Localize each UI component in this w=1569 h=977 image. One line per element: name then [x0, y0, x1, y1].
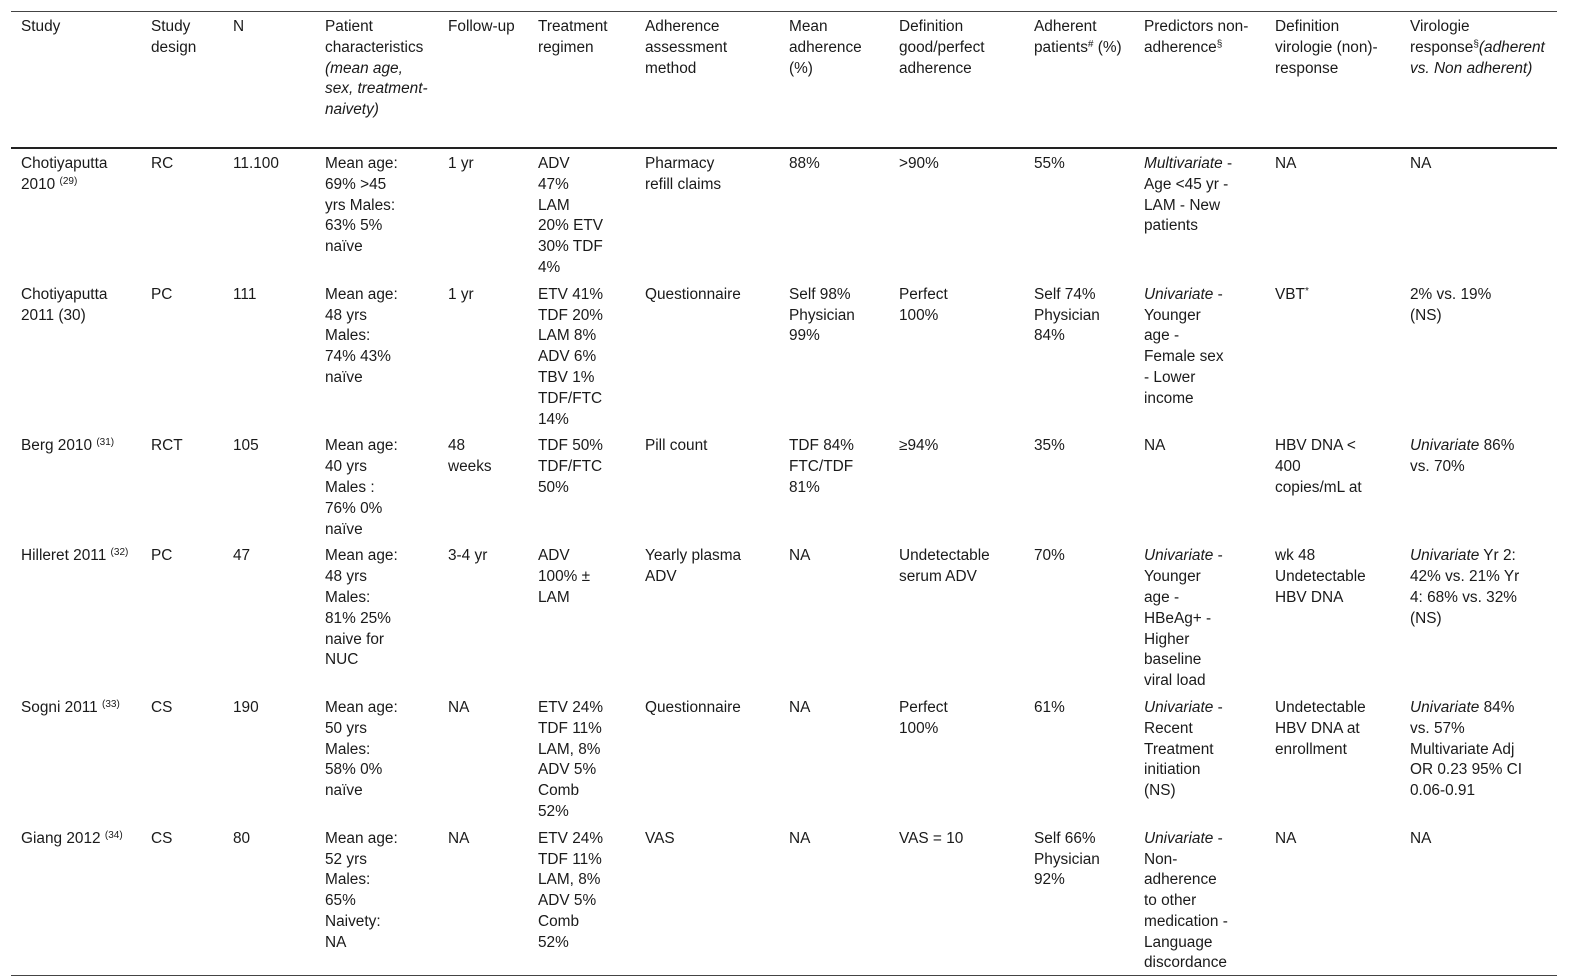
cell-study	[11, 280, 141, 432]
cell-adherent: 35%	[1034, 437, 1065, 455]
col-header-definition: Definition good/perfect adherence	[899, 18, 985, 77]
viro-response-text: 2% vs. 19% (NS)	[1410, 285, 1492, 324]
col-header-viro-response-main: Virologie response	[1410, 18, 1474, 56]
viro-response-analysis-label: Univariate	[1410, 437, 1480, 455]
table-row	[11, 148, 1557, 280]
col-header-regimen: Treatment regimen	[538, 18, 608, 56]
table-row	[11, 431, 1557, 541]
cell-regimen: ETV 41% TDF 20% LAM 8% ADV 6% TBV 1% TDF/FTC 14%	[538, 285, 604, 428]
cell-n: 11.100	[233, 155, 279, 172]
cell-assessment: Yearly plasma ADV	[645, 547, 742, 586]
viro-definition-text: HBV DNA < 400 copies/mL at	[1275, 437, 1362, 496]
cell-viro-definition	[1265, 541, 1400, 693]
cell-viro-definition	[1265, 280, 1400, 432]
study-ref: (32)	[110, 547, 129, 559]
study-ref: (34)	[104, 829, 123, 841]
table-row	[11, 693, 1557, 824]
col-header-assessment: Adherence assessment method	[645, 18, 728, 77]
study-name: Chotiyaputta 2010	[21, 155, 108, 193]
cell-regimen: TDF 50% TDF/FTC 50%	[538, 437, 603, 496]
cell-assessment: Pill count	[645, 437, 708, 455]
cell-definition: Perfect 100%	[899, 285, 948, 324]
col-header-patient-main: Patient characteristics	[325, 18, 424, 56]
predictors-text: - Age <45 yr - LAM - New patients	[1144, 155, 1233, 235]
cell-n: 80	[233, 829, 251, 847]
col-header-viro-response-italic: (adherent vs. Non adherent)	[1410, 38, 1545, 77]
study-name: Hilleret 2011	[21, 547, 107, 565]
study-name: Berg 2010	[21, 437, 93, 455]
predictors-analysis-label: Multivariate	[1144, 155, 1223, 172]
table-row	[11, 280, 1557, 432]
cell-viro-definition	[1265, 693, 1400, 824]
viro-definition-text: wk 48 Undetectable HBV DNA	[1275, 547, 1366, 606]
cell-viro-definition	[1265, 431, 1400, 541]
cell-viro-response	[1400, 824, 1557, 976]
cell-predictors	[1134, 431, 1265, 541]
cell-study	[11, 148, 141, 280]
cell-n: 190	[233, 698, 259, 716]
cell-regimen: ADV 100% ± LAM	[538, 547, 591, 606]
cell-definition: Perfect 100%	[899, 698, 948, 737]
cell-mean-adherence: TDF 84% FTC/TDF 81%	[789, 437, 854, 496]
cell-predictors	[1134, 280, 1265, 432]
study-ref: (33)	[102, 698, 120, 710]
viro-response-analysis-label: Univariate	[1410, 547, 1480, 565]
study-name: Sogni 2011	[21, 698, 98, 716]
cell-predictors	[1134, 541, 1265, 693]
study-name: Giang 2012	[21, 829, 101, 847]
cell-viro-definition	[1265, 824, 1400, 976]
cell-mean-adherence: NA	[789, 698, 811, 716]
col-header-adherent-sup: #	[1087, 38, 1094, 50]
table-row	[11, 541, 1557, 693]
predictors-analysis-label: Univariate	[1144, 829, 1214, 847]
table-row	[11, 824, 1557, 976]
cell-assessment: Questionnaire	[645, 285, 741, 303]
cell-n: 111	[233, 285, 257, 303]
cell-study	[11, 824, 141, 976]
cell-viro-response	[1400, 431, 1557, 541]
study-name: Chotiyaputta 2011 (30)	[21, 285, 108, 324]
header-row	[11, 12, 1557, 149]
cell-definition: >90%	[899, 155, 939, 172]
cell-followup: 1 yr	[448, 155, 474, 172]
cell-n: 47	[233, 547, 251, 565]
cell-predictors	[1134, 824, 1265, 976]
cell-patient: Mean age: 50 yrs Males: 58% 0% naïve	[325, 698, 398, 800]
col-header-design: Study design	[151, 18, 197, 56]
col-header-patient	[315, 12, 438, 149]
viro-definition-text: Undetectable HBV DNA at enrollment	[1275, 698, 1366, 758]
col-header-followup: Follow-up	[448, 18, 515, 35]
cell-regimen: ETV 24% TDF 11% LAM, 8% ADV 5% Comb 52%	[538, 829, 604, 951]
col-header-adherent	[1024, 12, 1134, 149]
cell-patient: Mean age: 52 yrs Males: 65% Naivety: NA	[325, 829, 398, 951]
cell-followup: NA	[448, 698, 470, 716]
col-header-viro-response	[1400, 12, 1557, 149]
col-header-viro-response-sup: §	[1473, 38, 1479, 50]
col-header-predictors	[1134, 12, 1265, 149]
cell-mean-adherence: NA	[789, 829, 811, 847]
cell-viro-response	[1400, 693, 1557, 824]
predictors-analysis-label: Univariate	[1144, 698, 1214, 716]
cell-followup: 1 yr	[448, 285, 474, 303]
col-header-patient-italic: (mean age, sex, treatment-naivety)	[325, 59, 428, 119]
col-header-adherent-unit: (%)	[1097, 38, 1122, 56]
study-ref: (31)	[96, 437, 115, 449]
cell-patient: Mean age: 48 yrs Males: 74% 43% naïve	[325, 285, 398, 386]
viro-response-text: Yr 2: 42% vs. 21% Yr 4: 68% vs. 32% (NS)	[1410, 547, 1520, 627]
cell-patient: Mean age: 40 yrs Males : 76% 0% naïve	[325, 437, 398, 538]
cell-viro-response	[1400, 148, 1557, 280]
cell-assessment: VAS	[645, 829, 675, 847]
adherence-studies-table	[11, 11, 1557, 976]
cell-definition: Undetectable serum ADV	[899, 547, 990, 586]
cell-study	[11, 431, 141, 541]
cell-definition: VAS = 10	[899, 829, 964, 847]
viro-response-text: NA	[1410, 155, 1432, 172]
predictors-text: - Non- adherence to other medication - Language discordance	[1144, 829, 1228, 972]
cell-predictors	[1134, 693, 1265, 824]
cell-regimen: ETV 24% TDF 11% LAM, 8% ADV 5% Comb 52%	[538, 698, 604, 820]
viro-response-text: 86% vs. 70%	[1410, 437, 1515, 476]
cell-design: CS	[151, 698, 173, 716]
predictors-analysis-label: Univariate	[1144, 547, 1214, 565]
col-header-n: N	[233, 18, 245, 35]
cell-design: PC	[151, 547, 173, 565]
cell-adherent: 61%	[1034, 698, 1065, 716]
cell-study	[11, 541, 141, 693]
predictors-text: NA	[1144, 437, 1166, 455]
col-header-viro-definition: Definition virologie (non)-response	[1275, 18, 1378, 77]
cell-mean-adherence: Self 98% Physician 99%	[789, 285, 855, 345]
col-header-predictors-main: Predictors non-adherence	[1144, 18, 1249, 56]
cell-adherent: 55%	[1034, 155, 1065, 172]
cell-regimen: ADV 47% LAM 20% ETV 30% TDF 4%	[538, 155, 604, 276]
cell-assessment: Pharmacy refill claims	[645, 155, 722, 193]
viro-response-text: NA	[1410, 829, 1432, 847]
cell-design: PC	[151, 285, 173, 303]
col-header-adherent-main: Adherent patients	[1034, 18, 1097, 56]
predictors-text: - Recent Treatment initiation (NS)	[1144, 698, 1223, 800]
cell-adherent: Self 74% Physician 84%	[1034, 285, 1100, 345]
cell-patient: Mean age: 69% >45 yrs Males: 63% 5% naïve	[325, 155, 398, 256]
cell-design: RC	[151, 155, 174, 172]
viro-definition-text: NA	[1275, 829, 1297, 847]
col-header-predictors-sup: §	[1216, 38, 1223, 50]
predictors-analysis-label: Univariate	[1144, 285, 1214, 303]
cell-mean-adherence: 88%	[789, 155, 820, 172]
cell-viro-response	[1400, 280, 1557, 432]
cell-followup: 3-4 yr	[448, 547, 488, 565]
viro-definition-sup: *	[1304, 285, 1309, 297]
table-body	[11, 148, 1557, 976]
cell-viro-response	[1400, 541, 1557, 693]
col-header-study: Study	[21, 18, 61, 35]
cell-adherent: 70%	[1034, 547, 1065, 565]
cell-predictors	[1134, 148, 1265, 280]
cell-design: CS	[151, 829, 173, 847]
cell-viro-definition	[1265, 148, 1400, 280]
cell-followup: NA	[448, 829, 470, 847]
predictors-text: - Younger age - Female sex - Lower income	[1144, 285, 1224, 407]
cell-adherent: Self 66% Physician 92%	[1034, 829, 1100, 889]
col-header-mean-adherence: Mean adherence (%)	[789, 18, 862, 77]
viro-definition-text: VBT	[1275, 285, 1305, 303]
viro-response-text: 84% vs. 57% Multivariate Adj OR 0.23 95% CI 0.06-0.91	[1410, 698, 1523, 800]
study-ref: (29)	[59, 175, 78, 187]
cell-study	[11, 693, 141, 824]
cell-mean-adherence: NA	[789, 547, 811, 565]
predictors-text: - Younger age - HBeAg+ - Higher baseline viral load	[1144, 547, 1223, 690]
viro-definition-text: NA	[1275, 155, 1297, 172]
cell-assessment: Questionnaire	[645, 698, 741, 716]
viro-response-analysis-label: Univariate	[1410, 698, 1480, 716]
cell-design: RCT	[151, 437, 183, 455]
cell-n: 105	[233, 437, 259, 455]
cell-patient: Mean age: 48 yrs Males: 81% 25% naive for NUC	[325, 547, 398, 669]
cell-definition: ≥94%	[899, 437, 939, 455]
cell-followup: 48 weeks	[448, 437, 492, 476]
